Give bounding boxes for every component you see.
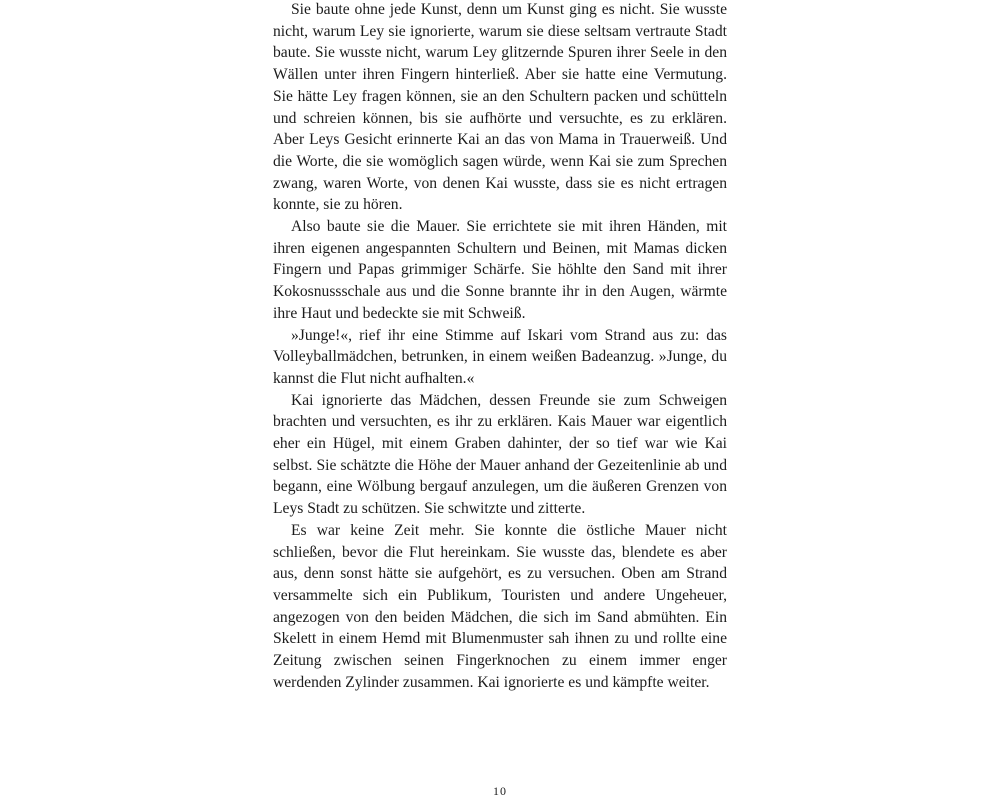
paragraph: Kai ignorierte das Mädchen, dessen Freunde sie zum Schweigen brachten und versuchten, es ihr zu erklären. Kais Mauer war eigentlich eher ein Hügel, mit einem Graben dahinter, der so tief war wie Kai selbst. Sie schätzte die Höhe der Mauer anhand der Gezeitenlinie ab und begann, eine Wölbung bergauf anzulegen, um die äußeren Grenzen von Leys Stadt zu schützen. Sie schwitzte und zitterte. bbox=[273, 391, 727, 518]
paragraph: Sie baute ohne jede Kunst, denn um Kunst ging es nicht. Sie wusste nicht, warum Ley sie ignorierte, warum sie diese seltsam vertraute Stadt baute. Sie wusste nicht, warum Ley glitzernde Spuren ihrer Seele in den Wällen unter ihren Fingern hinterließ. Aber sie hatte eine Vermutung. Sie hätte Ley fragen können, sie an den Schultern packen und schütteln und schreien können, bis sie aufhörte und versuchte, es zu erklären. Aber Leys Gesicht erinnerte Kai an das von Mama in Trauerweiß. Und die Worte, die sie womöglich sagen würde, wenn Kai sie zum Sprechen zwang, waren Worte, von denen Kai wusste, dass sie es nicht ertragen konnte, sie zu hören. bbox=[273, 1, 727, 214]
paragraph: Es war keine Zeit mehr. Sie konnte die östliche Mauer nicht schließen, bevor die Flut hereinkam. Sie wusste das, blendete es aber aus, denn sonst hätte sie aufgehört, es zu versuchen. Oben am Strand versammelte sich ein Publikum, Touristen und andere Ungeheuer, angezogen von den beiden Mädchen, die sich im Sand abmühten. Ein Skelett in einem Hemd mit Blumenmuster sah ihnen zu und rollte eine Zeitung zwischen seinen Fingerknochen zu einem immer enger werdenden Zylinder zusammen. Kai ignorierte es und kämpfte weiter. bbox=[273, 521, 727, 691]
text-column bbox=[273, 0, 727, 694]
page-number: 10 bbox=[493, 784, 507, 798]
paragraph: Also baute sie die Mauer. Sie errichtete sie mit ihren Händen, mit ihren eigenen angespannten Schultern und Beinen, mit Mamas dicken Fingern und Papas grimmiger Schärfe. Sie höhlte den Sand mit ihrer Kokosnussschale aus und die Sonne brannte ihr in den Augen, wärmte ihre Haut und bedeckte sie mit Schweiß. bbox=[273, 218, 727, 322]
paragraph: »Junge!«, rief ihr eine Stimme auf Iskari vom Strand aus zu: das Volleyballmädchen, betrunken, in einem weißen Badeanzug. »Junge, du kannst die Flut nicht aufhalten.« bbox=[273, 326, 727, 387]
